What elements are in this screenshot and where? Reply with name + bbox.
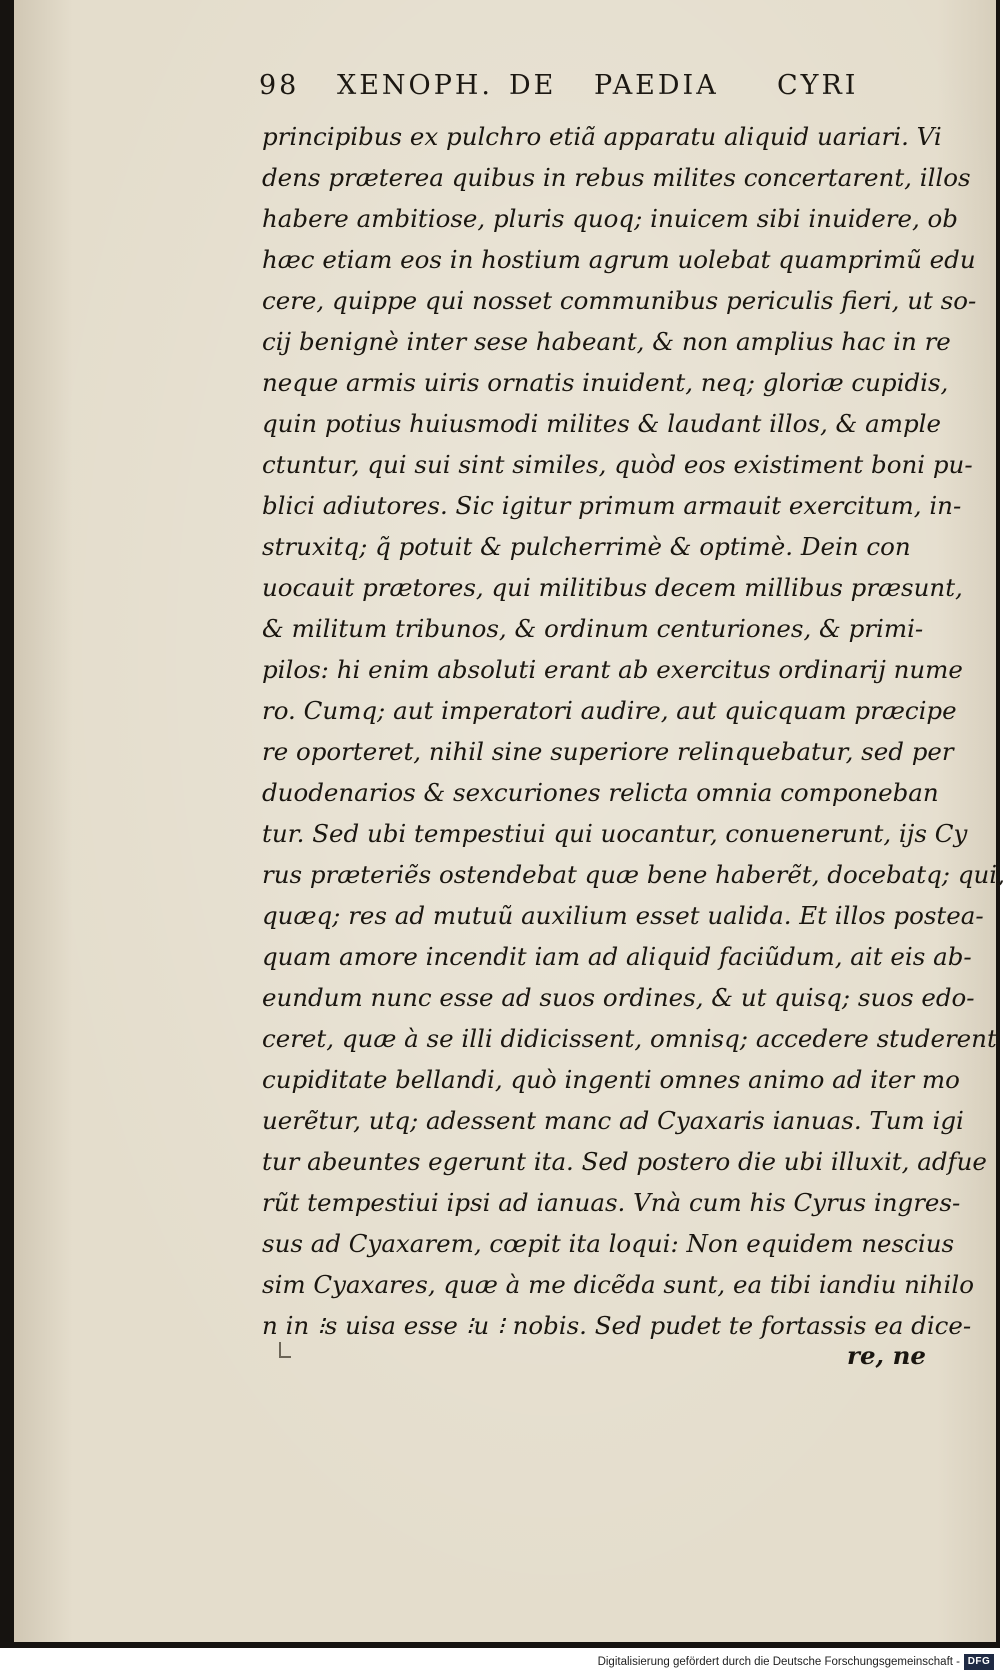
text-line: tur. Sed ubi tempestiui qui uocantur, conuenerunt, ijs Cy bbox=[262, 819, 968, 848]
text-line: duodenarios & sexcuriones relicta omnia componeban bbox=[262, 778, 939, 807]
running-title-word: DE bbox=[509, 70, 557, 101]
text-line: struxitq; q̃ potuit & pulcherrimè & optimè. Dein con bbox=[262, 532, 911, 561]
text-line: sus ad Cyaxarem, cœpit ita loqui: Non equidem nescius bbox=[262, 1229, 955, 1258]
text-line: pilos: hi enim absoluti erant ab exercitus ordinarij nume bbox=[262, 655, 963, 684]
text-line: tur abeuntes egerunt ita. Sed postero die ubi illuxit, adfue bbox=[262, 1147, 987, 1176]
text-line: habere ambitiose, pluris quoq; inuicem sibi inuidere, ob bbox=[262, 204, 958, 233]
text-line: hæc etiam eos in hostium agrum uolebat quamprimũ edu bbox=[262, 245, 976, 274]
text-line: ro. Cumq; aut imperatori audire, aut quicquam præcipe bbox=[262, 696, 957, 725]
text-line: quæq; res ad mutuũ auxilium esset ualida. Et illos postea- bbox=[262, 901, 984, 930]
text-line: principibus ex pulchro etiã apparatu aliquid uariari. Vi bbox=[262, 122, 942, 151]
text-line: n in ⁝s uisa esse ⁝u ⁝ nobis. Sed pudet te fortassis ea dice- bbox=[262, 1311, 972, 1340]
stray-print-mark bbox=[279, 1342, 291, 1358]
text-line: re oporteret, nihil sine superiore relinquebatur, sed per bbox=[262, 737, 954, 766]
text-line: neque armis uiris ornatis inuident, neq; gloriæ cupidis, bbox=[262, 368, 949, 397]
text-line: ctuntur, qui sui sint similes, quòd eos existiment boni pu- bbox=[262, 450, 973, 479]
text-line: cere, quippe qui nosset communibus periculis fieri, ut so- bbox=[262, 286, 977, 315]
digitization-footer bbox=[0, 1648, 1000, 1680]
body-text bbox=[262, 116, 1005, 1346]
text-line: uerẽtur, utq; adessent manc ad Cyaxaris ianuas. Tum igi bbox=[262, 1106, 964, 1135]
running-title-word: PAEDIA bbox=[594, 70, 719, 101]
text-line: cupiditate bellandi, quò ingenti omnes animo ad iter mo bbox=[262, 1065, 960, 1094]
text-line: rũt tempestiui ipsi ad ianuas. Vnà cum his Cyrus ingres- bbox=[262, 1188, 961, 1217]
text-line: quin potius huiusmodi milites & laudant illos, & ample bbox=[262, 409, 941, 438]
dfg-logo: DFG bbox=[964, 1654, 994, 1670]
text-line: uocauit prætores, qui militibus decem millibus præsunt, bbox=[262, 573, 963, 602]
text-line: cij benignè inter sese habeant, & non amplius hac in re bbox=[262, 327, 951, 356]
running-head bbox=[259, 70, 899, 116]
text-line: quam amore incendit iam ad aliquid faciũdum, ait eis ab- bbox=[262, 942, 972, 971]
running-title-word: XENOPH. bbox=[337, 70, 493, 101]
text-line: rus præteriẽs ostendebat quæ bene haberẽt, docebatq; qui, bbox=[262, 860, 1005, 889]
page-number: 98 bbox=[259, 70, 300, 101]
footer-credit: Digitalisierung gefördert durch die Deutsche Forschungsgemeinschaft - bbox=[597, 1656, 960, 1668]
text-line: dens præterea quibus in rebus milites concertarent, illos bbox=[262, 163, 971, 192]
text-line: eundum nunc esse ad suos ordines, & ut quisq; suos edo- bbox=[262, 983, 975, 1012]
text-line: blici adiutores. Sic igitur primum armauit exercitum, in- bbox=[262, 491, 962, 520]
text-line: ceret, quæ à se illi didicissent, omnisq; accedere studerent bbox=[262, 1024, 997, 1053]
text-line: & militum tribunos, & ordinum centuriones, & primi- bbox=[262, 614, 924, 643]
running-title-word: CYRI bbox=[777, 70, 859, 101]
text-line: sim Cyaxares, quæ à me dicẽda sunt, ea tibi iandiu nihilo bbox=[262, 1270, 974, 1299]
catchword: re, ne bbox=[847, 1341, 926, 1370]
book-page bbox=[14, 0, 1005, 1642]
